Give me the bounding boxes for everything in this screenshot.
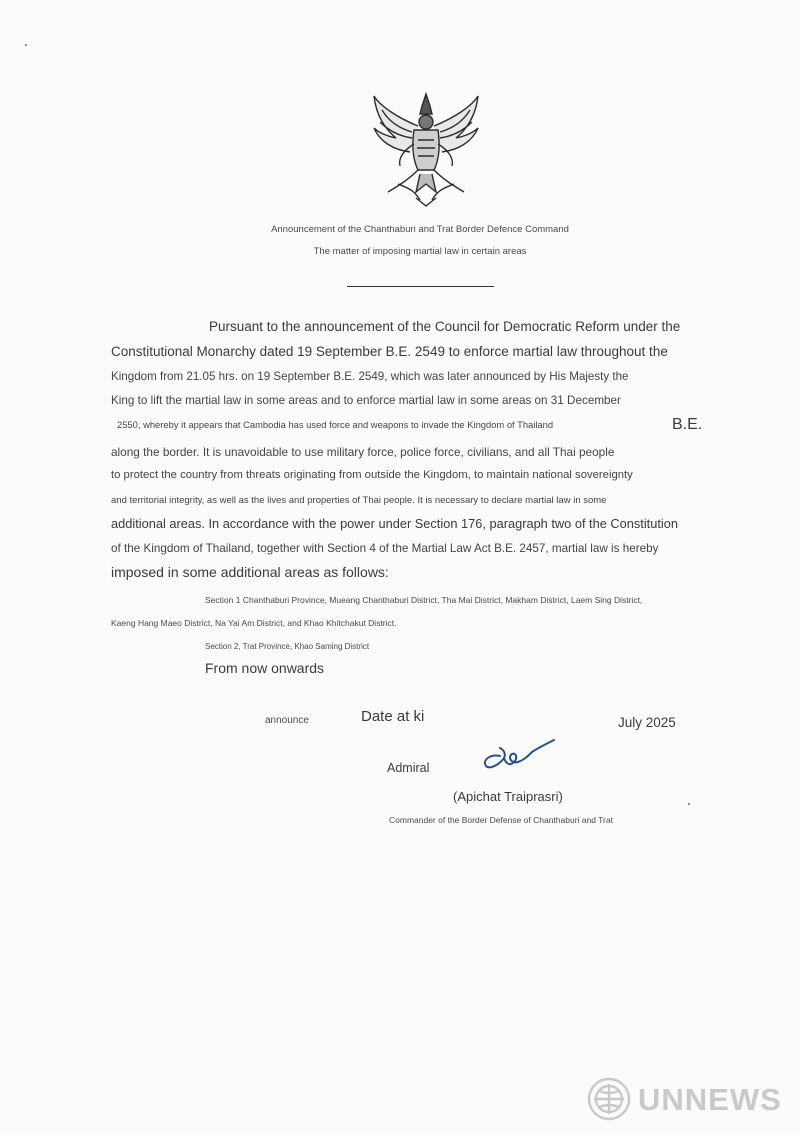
announce-label: announce (265, 715, 309, 726)
body-line-7: to protect the country from threats originating from outside the Kingdom, to maintain national sovereignty (111, 469, 633, 481)
unnews-watermark (586, 1076, 790, 1122)
signatory-title: Commander of the Border Defense of Chanthaburi and Trat (389, 815, 613, 825)
signatory-name: (Apichat Traiprasri) (453, 789, 563, 804)
section-2: Section 2, Trat Province, Khao Saming District (205, 642, 370, 651)
body-be-label: B.E. (672, 416, 703, 433)
body-line-5: 2550, whereby it appears that Cambodia has used force and weapons to invade the Kingdom of Thailand (117, 419, 554, 430)
un-emblem-icon (586, 1076, 632, 1122)
section-1-line-2: Kaeng Hang Maeo District, Na Yai Am District, and Khao Khitchakut District. (111, 618, 397, 628)
garuda-emblem (368, 88, 484, 208)
handwritten-signature (478, 736, 560, 776)
header-divider (347, 286, 494, 287)
from-now-onwards: From now onwards (205, 660, 325, 676)
body-line-3: Kingdom from 21.05 hrs. on 19 September B.E. 2549, which was later announced by His Majesty the (111, 370, 629, 383)
body-line-6: along the border. It is unavoidable to use military force, police force, civilians, and all Thai people (111, 445, 615, 459)
body-line-9: additional areas. In accordance with the power under Section 176, paragraph two of the Constitution (111, 516, 678, 531)
header-title: Announcement of the Chanthaburi and Trat Border Defence Command (271, 224, 569, 235)
month-year: July 2025 (618, 715, 676, 730)
section-1-line-1: Section 1 Chanthaburi Province, Mueang Chanthaburi District, Tha Mai District, Makham District, Laem Sing District, (205, 595, 643, 605)
speck-mark (688, 803, 690, 805)
body-line-11: imposed in some additional areas as follows: (111, 564, 389, 580)
body-line-8: and territorial integrity, as well as the lives and properties of Thai people. It is necessary to declare martial law in some (111, 495, 607, 506)
date-at-label: Date at ki (361, 708, 425, 725)
rank-admiral: Admiral (387, 761, 430, 775)
speck-mark (25, 44, 27, 46)
body-line-10: of the Kingdom of Thailand, together with Section 4 of the Martial Law Act B.E. 2457, martial law is hereby (111, 542, 659, 555)
body-line-2: Constitutional Monarchy dated 19 September B.E. 2549 to enforce martial law throughout the (111, 344, 668, 359)
header-subject: The matter of imposing martial law in certain areas (313, 246, 527, 257)
watermark-text: UNNEWS (638, 1082, 782, 1117)
body-line-1: Pursuant to the announcement of the Council for Democratic Reform under the (209, 319, 681, 334)
body-line-4: King to lift the martial law in some areas and to enforce martial law in some areas on 31 December (111, 394, 621, 407)
